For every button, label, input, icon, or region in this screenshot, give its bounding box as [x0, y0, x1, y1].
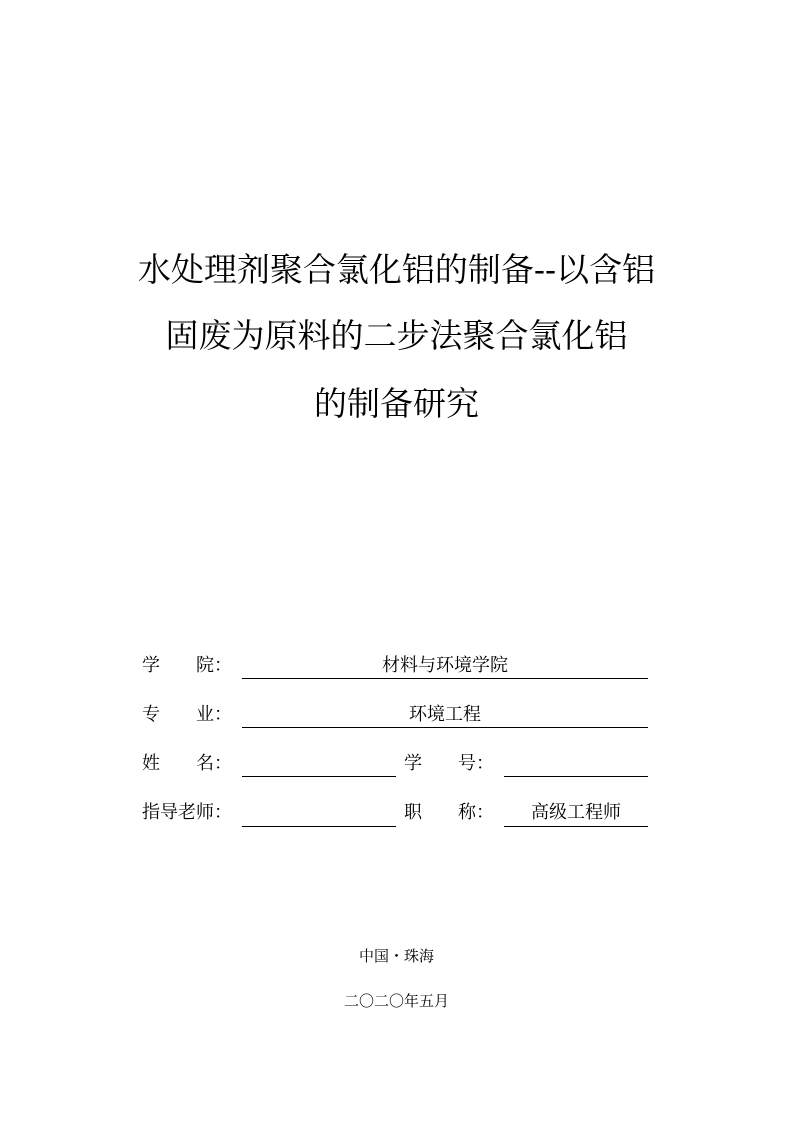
title-line-3: 的制备研究	[314, 384, 479, 423]
college-value: 材料与环境学院	[382, 655, 508, 676]
major-value: 环境工程	[409, 704, 481, 725]
college-underline	[242, 678, 648, 679]
college-label: 学 院：	[142, 655, 232, 676]
major-underline	[242, 727, 648, 728]
title-line-1: 水处理剂聚合氯化铝的制备--以含铝	[137, 250, 656, 289]
name-underline	[242, 776, 396, 777]
student-id-underline	[504, 776, 648, 777]
advisor-underline	[242, 826, 396, 827]
footer-date: 二〇二〇年五月	[343, 992, 449, 1010]
title-line-2: 固废为原料的二步法聚合氯化铝	[165, 316, 628, 355]
footer-location: 中国・珠海	[358, 947, 434, 965]
name-label: 姓 名：	[142, 753, 232, 774]
professional-title-label: 职 称：	[404, 802, 494, 823]
advisor-label: 指导老师：	[142, 802, 232, 823]
student-id-label: 学 号：	[404, 753, 494, 774]
professional-title-value: 高级工程师	[531, 802, 621, 823]
professional-title-underline	[504, 826, 648, 827]
major-label: 专 业：	[142, 704, 232, 725]
